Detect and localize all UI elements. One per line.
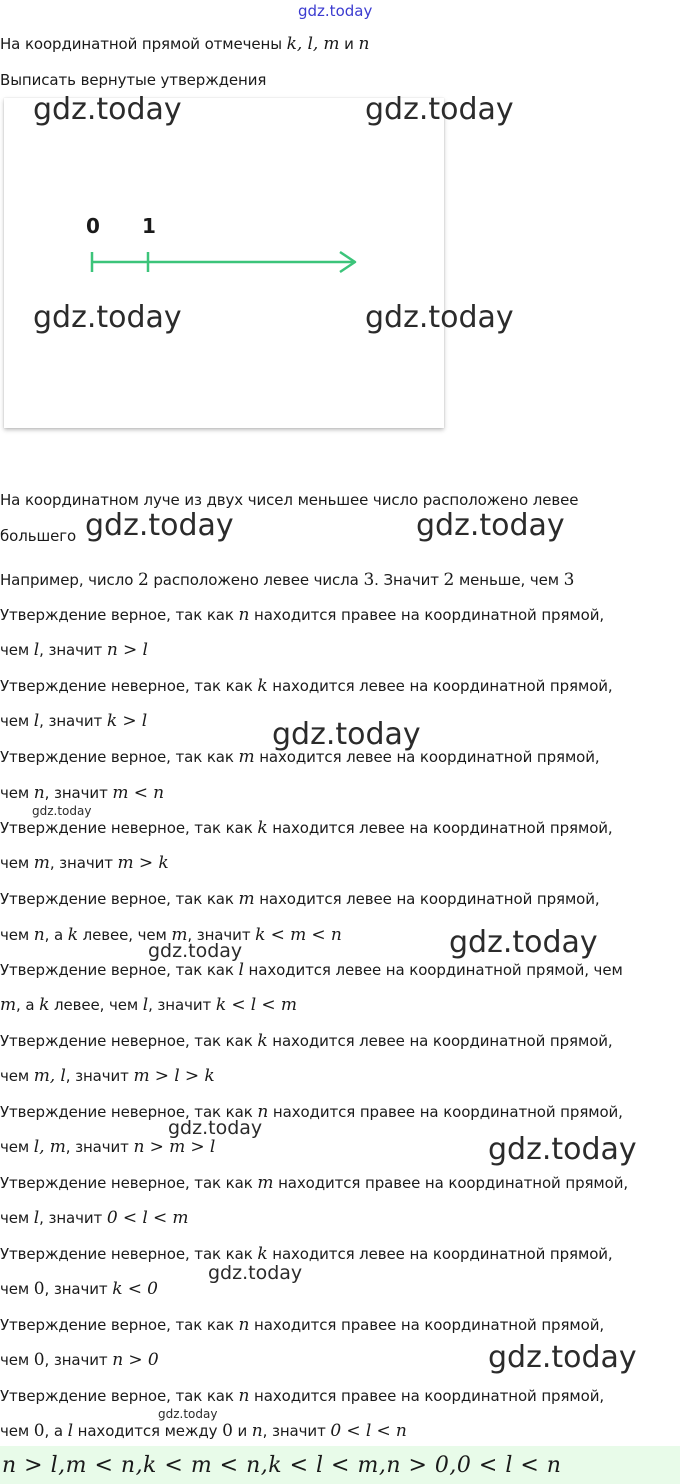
example-text: . Значит <box>374 571 439 589</box>
statement-text: Утверждение неверное, так как <box>0 1103 253 1121</box>
statement-text: Утверждение неверное, так как <box>0 819 253 837</box>
statement-var: k <box>39 995 50 1015</box>
statement-line-1 <box>0 747 600 767</box>
statement-line-2 <box>0 711 147 731</box>
statement-line-1 <box>0 1173 628 1193</box>
statement-text: находится левее на координатной прямой, <box>259 748 600 766</box>
statement-line-1 <box>0 889 600 909</box>
statement-text: чем <box>0 1209 30 1227</box>
example-number: 3 <box>563 570 575 590</box>
statement-var: l <box>67 1421 73 1441</box>
watermark: gdz.today <box>416 508 565 543</box>
statement-var: 0 <box>33 1279 45 1299</box>
statement-text: Утверждение верное, так как <box>0 1316 234 1334</box>
watermark: gdz.today <box>158 1407 218 1421</box>
statement-var: m <box>238 889 255 909</box>
example-number: 2 <box>443 570 455 590</box>
watermark: gdz.today <box>32 804 92 818</box>
statement-text: и <box>237 1422 248 1440</box>
statement-text: , значит <box>44 1280 108 1298</box>
watermark: gdz.today <box>449 925 598 960</box>
statement-text: находится левее на координатной прямой, <box>272 819 613 837</box>
statement-var: m <box>0 995 17 1015</box>
tick-label-zero: 0 <box>86 214 100 238</box>
statement-var: m <box>257 1173 274 1193</box>
statement-text: Утверждение верное, так как <box>0 748 234 766</box>
statement-var: l <box>33 711 40 731</box>
statement-var: n <box>238 1315 250 1335</box>
statement-text: левее, чем <box>82 926 167 944</box>
watermark: gdz.today <box>148 940 243 962</box>
statement-line-1 <box>0 676 613 696</box>
statement-var: n <box>33 783 45 803</box>
statement-text: , значит <box>39 1209 103 1227</box>
statement-text: , значит <box>187 926 251 944</box>
intro-last: n <box>358 34 370 54</box>
statement-text: Утверждение неверное, так как <box>0 677 253 695</box>
statement-line-2 <box>0 1208 188 1228</box>
example-text: расположено левее числа <box>153 571 359 589</box>
statement-expression: n > l <box>106 640 148 660</box>
statement-text: , значит <box>39 641 103 659</box>
statement-var: m <box>171 925 188 945</box>
statement-expression: m > l > k <box>133 1066 215 1086</box>
tick-label-one: 1 <box>142 214 156 238</box>
watermark: gdz.today <box>85 508 234 543</box>
watermark: gdz.today <box>33 92 182 127</box>
intro-vars: k, l, m <box>286 34 340 54</box>
statement-expression: k < 0 <box>112 1279 158 1299</box>
statement-text: Утверждение верное, так как <box>0 961 234 979</box>
statement-line-2 <box>0 925 342 945</box>
statement-var: l <box>142 995 149 1015</box>
statement-var: l <box>33 1208 40 1228</box>
statement-text: Утверждение верное, так как <box>0 606 234 624</box>
statement-line-1 <box>0 605 604 625</box>
intro-text: На координатной прямой отмечены <box>0 35 282 53</box>
statement-text: , значит <box>49 854 113 872</box>
statement-var: n <box>257 1102 269 1122</box>
statement-line-2 <box>0 995 297 1015</box>
statement-text: находится левее на координатной прямой, <box>272 1032 613 1050</box>
statement-line-2 <box>0 640 148 660</box>
statement-text: находится правее на координатной прямой, <box>272 1103 623 1121</box>
statement-text: чем <box>0 1351 30 1369</box>
statement-text: , значит <box>262 1422 326 1440</box>
statement-text: находится между <box>77 1422 218 1440</box>
watermark: gdz.today <box>208 1262 303 1284</box>
watermark: gdz.today <box>488 1340 637 1375</box>
statement-text: , значит <box>39 712 103 730</box>
statement-text: левее, чем <box>54 996 139 1014</box>
statement-var: k <box>67 925 78 945</box>
statement-text: , значит <box>44 784 108 802</box>
statement-var: k <box>257 1244 268 1264</box>
statement-var: 0 <box>33 1421 45 1441</box>
statement-expression: m > k <box>117 853 169 873</box>
statement-line-2 <box>0 783 164 803</box>
statement-text: , а <box>44 926 64 944</box>
statement-line-2 <box>0 853 169 873</box>
figure-card <box>4 98 444 428</box>
statement-text: чем <box>0 1422 30 1440</box>
statement-var: n <box>238 605 250 625</box>
statement-expression: k < m < n <box>255 925 342 945</box>
statement-var: k <box>257 818 268 838</box>
watermark: gdz.today <box>365 92 514 127</box>
example-text: Например, число <box>0 571 134 589</box>
watermark: gdz.today <box>168 1117 263 1139</box>
statement-var: k <box>257 1031 268 1051</box>
statement-line-2 <box>0 1066 215 1086</box>
statement-var: 0 <box>33 1350 45 1370</box>
statement-text: Утверждение верное, так как <box>0 890 234 908</box>
statement-line-1 <box>0 1386 604 1406</box>
statement-text: Утверждение верное, так как <box>0 1387 234 1405</box>
statement-line-1 <box>0 818 613 838</box>
statement-var: n <box>251 1421 263 1441</box>
number-line-diagram <box>4 98 444 428</box>
statement-text: Утверждение неверное, так как <box>0 1245 253 1263</box>
statement-text: находится левее на координатной прямой, <box>272 1245 613 1263</box>
statement-var: l, m <box>33 1137 66 1157</box>
statement-var: n <box>33 925 45 945</box>
statement-expression: n > 0 <box>112 1350 159 1370</box>
statement-text: находится левее на координатной прямой, чем <box>248 961 623 979</box>
answer-expression: n > l,m < n,k < m < n,k < l < m,n > 0,0 < l < n <box>2 1453 562 1478</box>
statement-text: чем <box>0 1067 30 1085</box>
statement-expression: m < n <box>112 783 164 803</box>
statement-expression: k > l <box>106 711 148 731</box>
statement-line-2 <box>0 1279 158 1299</box>
statement-text: находится правее на координатной прямой, <box>254 606 605 624</box>
statement-text: Утверждение неверное, так как <box>0 1032 253 1050</box>
statement-line-1 <box>0 960 623 980</box>
statement-expression: n > m > l <box>133 1137 216 1157</box>
statement-var: m <box>33 853 50 873</box>
statement-text: находится левее на координатной прямой, <box>272 677 613 695</box>
statement-text: чем <box>0 926 30 944</box>
statement-var: l <box>33 640 40 660</box>
statement-var: m, l <box>33 1066 66 1086</box>
example-text: меньше, чем <box>458 571 559 589</box>
statement-text: , значит <box>65 1067 129 1085</box>
statement-text: находится правее на координатной прямой, <box>254 1316 605 1334</box>
watermark: gdz.today <box>488 1132 637 1167</box>
statement-text: , а <box>16 996 35 1014</box>
example-number: 2 <box>137 570 149 590</box>
intro-and: и <box>344 35 354 53</box>
watermark: gdz.today <box>272 717 421 752</box>
statement-text: находится правее на координатной прямой, <box>254 1387 605 1405</box>
statement-text: Утверждение неверное, так как <box>0 1174 253 1192</box>
statement-text: чем <box>0 854 30 872</box>
statement-text: чем <box>0 784 30 802</box>
statement-line-1 <box>0 1102 623 1122</box>
statement-text: чем <box>0 1138 30 1156</box>
statement-line-2 <box>0 1350 159 1370</box>
watermark-top: gdz.today <box>298 2 373 20</box>
statement-var: l <box>238 960 244 980</box>
statement-line-1 <box>0 1315 604 1335</box>
statement-expression: 0 < l < n <box>330 1421 407 1441</box>
statement-line-2 <box>0 1421 407 1441</box>
statement-text: , значит <box>44 1351 108 1369</box>
statement-text: чем <box>0 712 30 730</box>
task-line: Выписать вернутые утверждения <box>0 71 267 89</box>
statement-text: чем <box>0 641 30 659</box>
statement-text: чем <box>0 1280 30 1298</box>
statement-var: m <box>238 747 255 767</box>
watermark: gdz.today <box>33 300 182 335</box>
watermark: gdz.today <box>365 300 514 335</box>
statement-text: , значит <box>65 1138 129 1156</box>
statement-text: находится правее на координатной прямой, <box>278 1174 629 1192</box>
statement-line-1 <box>0 1031 613 1051</box>
rule-line-1: На координатном луче из двух чисел меньшее число расположено левее <box>0 491 579 509</box>
intro-line <box>0 34 369 54</box>
statement-expression: k < l < m <box>215 995 297 1015</box>
example-line <box>0 570 574 590</box>
statement-line-2 <box>0 1137 215 1157</box>
statement-var: k <box>257 676 268 696</box>
statement-expression: 0 < l < m <box>106 1208 189 1228</box>
statement-text: находится левее на координатной прямой, <box>259 890 600 908</box>
statement-var: n <box>238 1386 250 1406</box>
statement-line-1 <box>0 1244 613 1264</box>
rule-line-2: большего <box>0 527 77 545</box>
statement-text: , значит <box>148 996 212 1014</box>
example-number: 3 <box>363 570 375 590</box>
statement-var: 0 <box>222 1421 233 1441</box>
statement-text: , а <box>44 1422 63 1440</box>
